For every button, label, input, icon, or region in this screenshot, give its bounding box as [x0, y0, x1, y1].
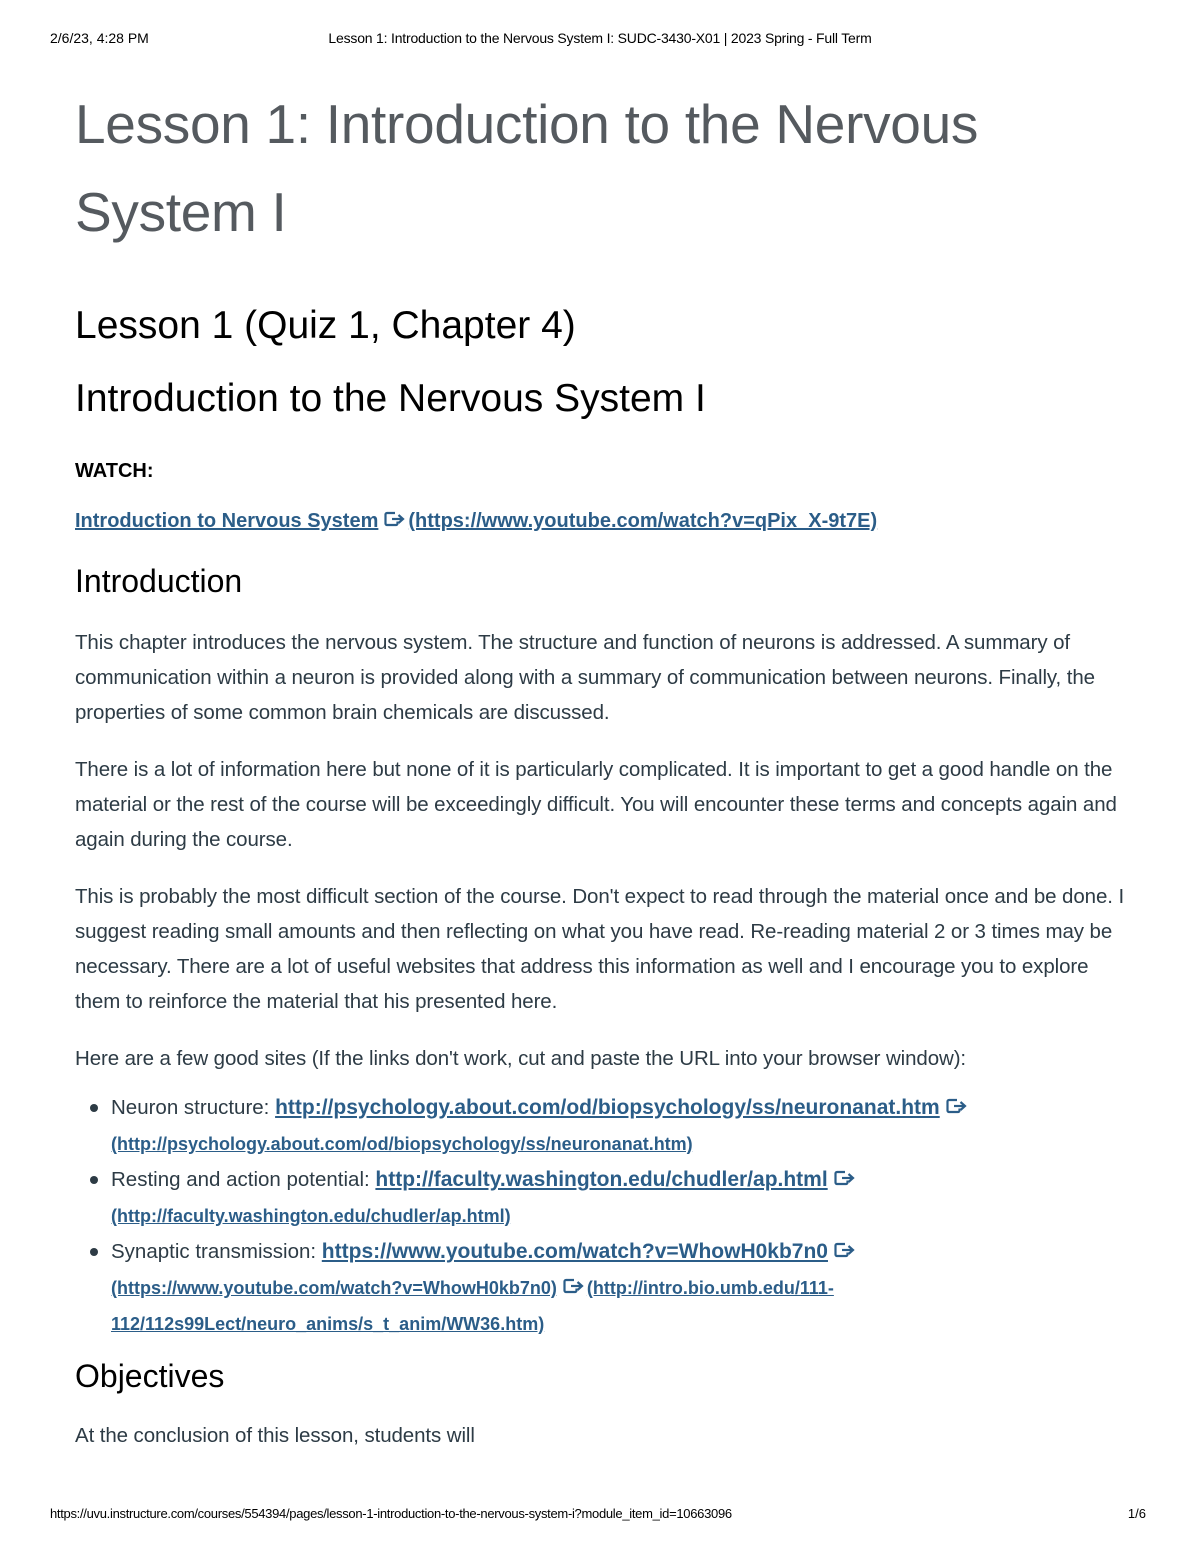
print-url: https://uvu.instructure.com/courses/554394/pages/lesson-1-introduction-to-the-nervous-system-i?module_item_id=10663096 [50, 1506, 732, 1521]
lesson-heading: Lesson 1 (Quiz 1, Chapter 4) [75, 304, 576, 347]
page-title: Lesson 1: Introduction to the Nervous System I [75, 93, 979, 243]
external-link-icon [834, 1235, 856, 1270]
objectives-intro: At the conclusion of this lesson, students will [75, 1424, 475, 1448]
list-item [90, 1090, 1135, 1162]
neuron-structure-url-link[interactable]: (http://psychology.about.com/od/biopsychology/ss/neuronanat.htm) [111, 1133, 693, 1154]
site-label: Resting and action potential: [111, 1167, 370, 1191]
site-label: Neuron structure: [111, 1095, 270, 1119]
paragraph-3: This is probably the most difficult section of the course. Don't expect to read through the material once and be done. I suggest reading small amounts and then reflecting on what you have read. Re-reading material 2 or 3 times may be necessary. There are a lot of useful websites that address this information as well and I encourage you to explore them to reinforce the material that his presented here. [75, 884, 1125, 1013]
print-page-title: Lesson 1: Introduction to the Nervous System I: SUDC-3430-X01 | 2023 Spring - Full Term [328, 30, 872, 46]
paragraph-1: This chapter introduces the nervous system. The structure and function of neurons is addressed. A summary of communication within a neuron is provided along with a summary of communication between neurons. Finally, the properties of some common brain chemicals are discussed. [75, 630, 1095, 724]
site-label: Synaptic transmission: [111, 1239, 317, 1263]
paragraph-4: Here are a few good sites (If the links don't work, cut and paste the URL into your browser window): [75, 1046, 967, 1070]
paragraph-2: There is a lot of information here but none of it is particularly complicated. It is important to get a good handle on the material or the rest of the course will be exceedingly difficult. You will encounter these terms and concepts again and again during the course. [75, 757, 1117, 851]
synaptic-animation-url-link[interactable]: (http://intro.bio.umb.edu/111-112/112s99Lect/neuro_anims/s_t_anim/WW36.htm) [111, 1277, 834, 1335]
watch-video-url-link[interactable]: (https://www.youtube.com/watch?v=qPix_X-9t7E) [408, 510, 878, 532]
external-link-icon [946, 1091, 968, 1126]
watch-video-link[interactable]: Introduction to Nervous System [75, 510, 379, 532]
print-page-number: 1/6 [1127, 1506, 1146, 1521]
neuron-structure-link[interactable]: http://psychology.about.com/od/biopsychology/ss/neuronanat.htm [275, 1095, 940, 1119]
list-item [90, 1162, 1135, 1234]
watch-link-line [75, 506, 1135, 537]
synaptic-transmission-link[interactable]: https://www.youtube.com/watch?v=WhowH0kb7n0 [321, 1239, 828, 1263]
watch-label: WATCH: [75, 460, 154, 482]
introduction-heading: Introduction [75, 562, 243, 599]
action-potential-link[interactable]: http://faculty.washington.edu/chudler/ap.html [375, 1167, 828, 1191]
intro-heading: Introduction to the Nervous System I [75, 377, 706, 420]
print-header [0, 30, 1200, 50]
list-item [90, 1234, 1135, 1342]
sites-list [75, 1090, 1135, 1342]
action-potential-url-link[interactable]: (http://faculty.washington.edu/chudler/ap.html) [111, 1205, 511, 1226]
print-datetime: 2/6/23, 4:28 PM [50, 30, 149, 46]
external-link-icon [563, 1271, 585, 1306]
external-link-icon [834, 1163, 856, 1198]
synaptic-transmission-url-link[interactable]: (https://www.youtube.com/watch?v=WhowH0kb7n0) [111, 1277, 557, 1298]
objectives-heading: Objectives [75, 1358, 225, 1395]
page-content [75, 80, 1135, 1453]
external-link-icon [384, 507, 406, 537]
